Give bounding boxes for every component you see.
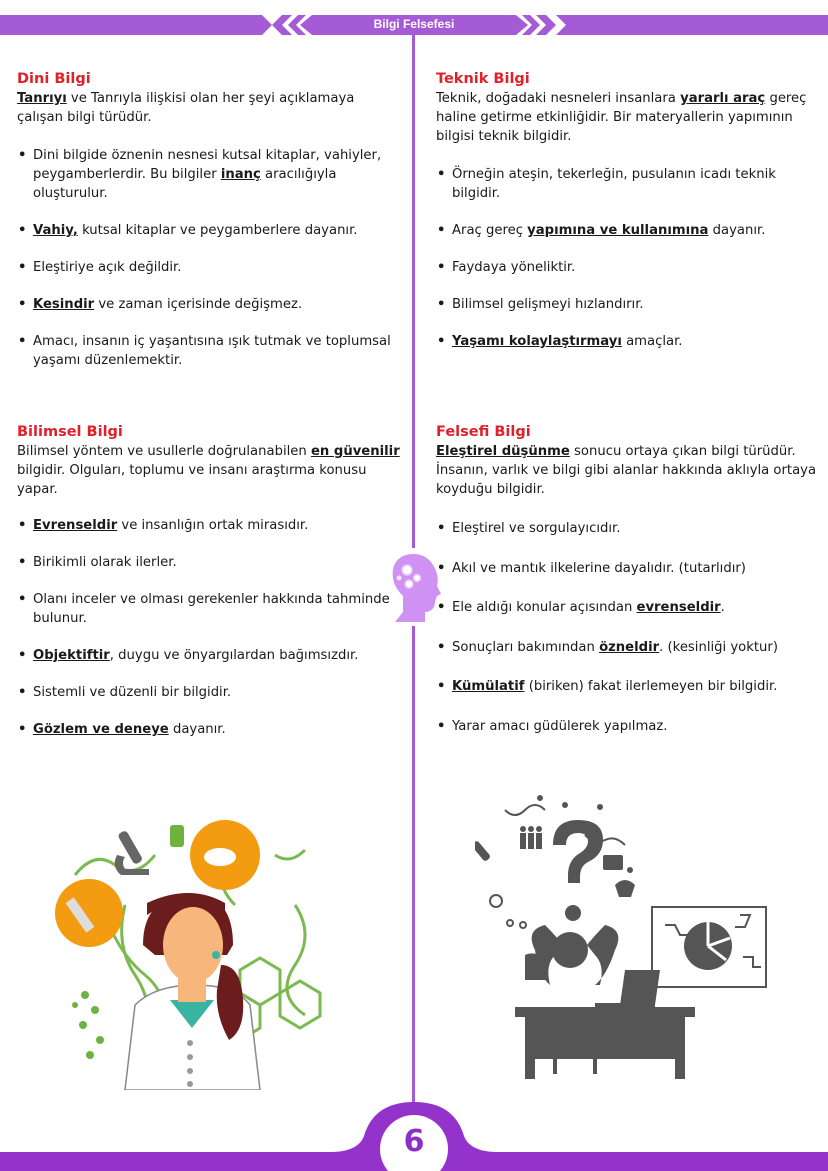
scientist-illustration: [45, 805, 335, 1090]
emphasized-term: en güvenilir: [310, 444, 400, 459]
emphasized-term: inanç: [220, 167, 261, 182]
text-run: Amacı, insanın iç yaşantısına ışık tutmak ve toplumsal yaşamı düzenlemektir.: [33, 334, 391, 368]
list-item: [17, 295, 402, 314]
list-item: [17, 646, 402, 665]
section-dini-bilgi: [17, 70, 402, 370]
emphasized-term: yararlı araç: [680, 91, 766, 106]
list-item: [436, 677, 821, 696]
text-run: Bilimsel yöntem ve usullerle doğrulanabilen: [17, 444, 311, 459]
section-intro: [436, 442, 821, 499]
text-run: aracılığıyla oluşturulur.: [33, 167, 337, 201]
emphasized-term: Objektiftir: [33, 648, 110, 663]
list-item: [17, 683, 402, 702]
emphasized-term: Yaşamı kolaylaştırmayı: [452, 334, 622, 349]
bullet-list: [436, 165, 821, 351]
text-run: Dini bilgide öznenin nesnesi kutsal kitaplar, vahiyler, peygamberlerdir. Bu bilgiler: [33, 148, 382, 182]
text-run: Sistemli ve düzenli bir bilgidir.: [33, 685, 232, 700]
text-run: , duygu ve önyargılardan bağımsızdır.: [109, 648, 359, 663]
text-run: Faydaya yöneliktir.: [452, 260, 576, 275]
page-title: Bilgi Felsefesi: [373, 17, 455, 31]
text-run: kutsal kitaplar ve peygamberlere dayanır.: [77, 223, 358, 238]
list-item: [17, 590, 402, 628]
list-item: [436, 332, 821, 351]
section-bilimsel-bilgi: [17, 423, 402, 739]
section-title: Dini Bilgi: [17, 71, 91, 87]
list-item: [436, 559, 821, 578]
text-run: Olanı inceler ve olması gerekenler hakkında tahminde bulunur.: [33, 592, 390, 626]
confused-thinker-illustration: [475, 785, 775, 1080]
emphasized-term: Gözlem ve deneye: [33, 722, 169, 737]
list-item: [17, 720, 402, 739]
text-run: (biriken) fakat ilerlemeyen bir bilgidir.: [524, 679, 778, 694]
text-run: ve Tanrıyla ilişkisi olan her şeyi açıklamaya çalışan bilgi türüdür.: [17, 91, 355, 125]
text-run: dayanır.: [708, 223, 766, 238]
section-intro: [436, 89, 821, 146]
list-item: [436, 295, 821, 314]
list-item: [436, 165, 821, 203]
text-run: ve insanlığın ortak mirasıdır.: [117, 518, 309, 533]
bullet-list: [17, 146, 402, 370]
list-item: [436, 638, 821, 657]
section-title: Teknik Bilgi: [436, 71, 530, 87]
section-felsefi-bilgi: [436, 423, 821, 736]
list-item: [436, 598, 821, 617]
page-number: 6: [403, 1124, 425, 1159]
list-item: [436, 258, 821, 277]
emphasized-term: özneldir: [599, 639, 660, 655]
text-run: ve zaman içerisinde değişmez.: [94, 297, 303, 312]
emphasized-term: Tanrıyı: [17, 91, 67, 106]
text-run: Eleştiriye açık değildir.: [33, 260, 182, 275]
section-intro: [17, 442, 402, 499]
text-run: Teknik, doğadaki nesneleri insanlara: [436, 91, 681, 106]
bullet-list: [17, 516, 402, 739]
section-title: Felsefi Bilgi: [436, 424, 531, 440]
emphasized-term: Evrenseldir: [33, 518, 118, 533]
text-run: . (kesinliği yoktur): [659, 639, 778, 655]
list-item: [17, 553, 402, 572]
emphasized-term: evrenseldir: [636, 600, 721, 615]
text-run: Araç gereç: [452, 223, 528, 238]
text-run: bilgidir. Olguları, toplumu ve insanı araştırma konusu yapar.: [17, 463, 367, 497]
list-item: [436, 519, 821, 538]
list-item: [436, 717, 821, 736]
emphasized-term: Vahiy,: [33, 223, 78, 238]
text-run: Ele aldığı konular açısından: [452, 600, 637, 615]
list-item: [436, 221, 821, 240]
text-run: Örneğin ateşin, tekerleğin, pusulanın icadı teknik bilgidir.: [452, 167, 776, 201]
emphasized-term: yapımına ve kullanımına: [527, 223, 709, 238]
list-item: [17, 516, 402, 535]
text-run: Bilimsel gelişmeyi hızlandırır.: [452, 297, 644, 312]
text-run: dayanır.: [168, 722, 226, 737]
text-run: gereç haline getirme etkinliğidir. Bir materyallerin yapımının bilgisi teknik bilgidir.: [436, 91, 807, 144]
text-run: Yarar amacı güdülerek yapılmaz.: [452, 718, 668, 734]
text-run: Sonuçları bakımından: [452, 639, 600, 655]
text-run: .: [720, 600, 725, 615]
section-intro: [17, 89, 402, 127]
list-item: [17, 146, 402, 203]
list-item: [17, 258, 402, 277]
emphasized-term: Kümülatif: [452, 679, 525, 694]
text-run: Birikimli olarak ilerler.: [33, 555, 177, 570]
list-item: [17, 332, 402, 370]
text-run: sonucu ortaya çıkan bilgi türüdür. İnsanın, varlık ve bilgi gibi alanlar hakkında aklıyla ortaya koyduğu bilgidir.: [436, 444, 817, 497]
text-run: amaçlar.: [621, 334, 683, 349]
text-run: Akıl ve mantık ilkelerine dayalıdır. (tutarlıdır): [452, 560, 746, 576]
section-teknik-bilgi: [436, 70, 821, 351]
bullet-list: [436, 519, 821, 736]
text-run: Eleştirel ve sorgulayıcıdır.: [452, 521, 621, 536]
section-title: Bilimsel Bilgi: [17, 424, 123, 440]
emphasized-term: Kesindir: [33, 297, 95, 312]
list-item: [17, 221, 402, 240]
emphasized-term: Eleştirel düşünme: [436, 444, 570, 459]
